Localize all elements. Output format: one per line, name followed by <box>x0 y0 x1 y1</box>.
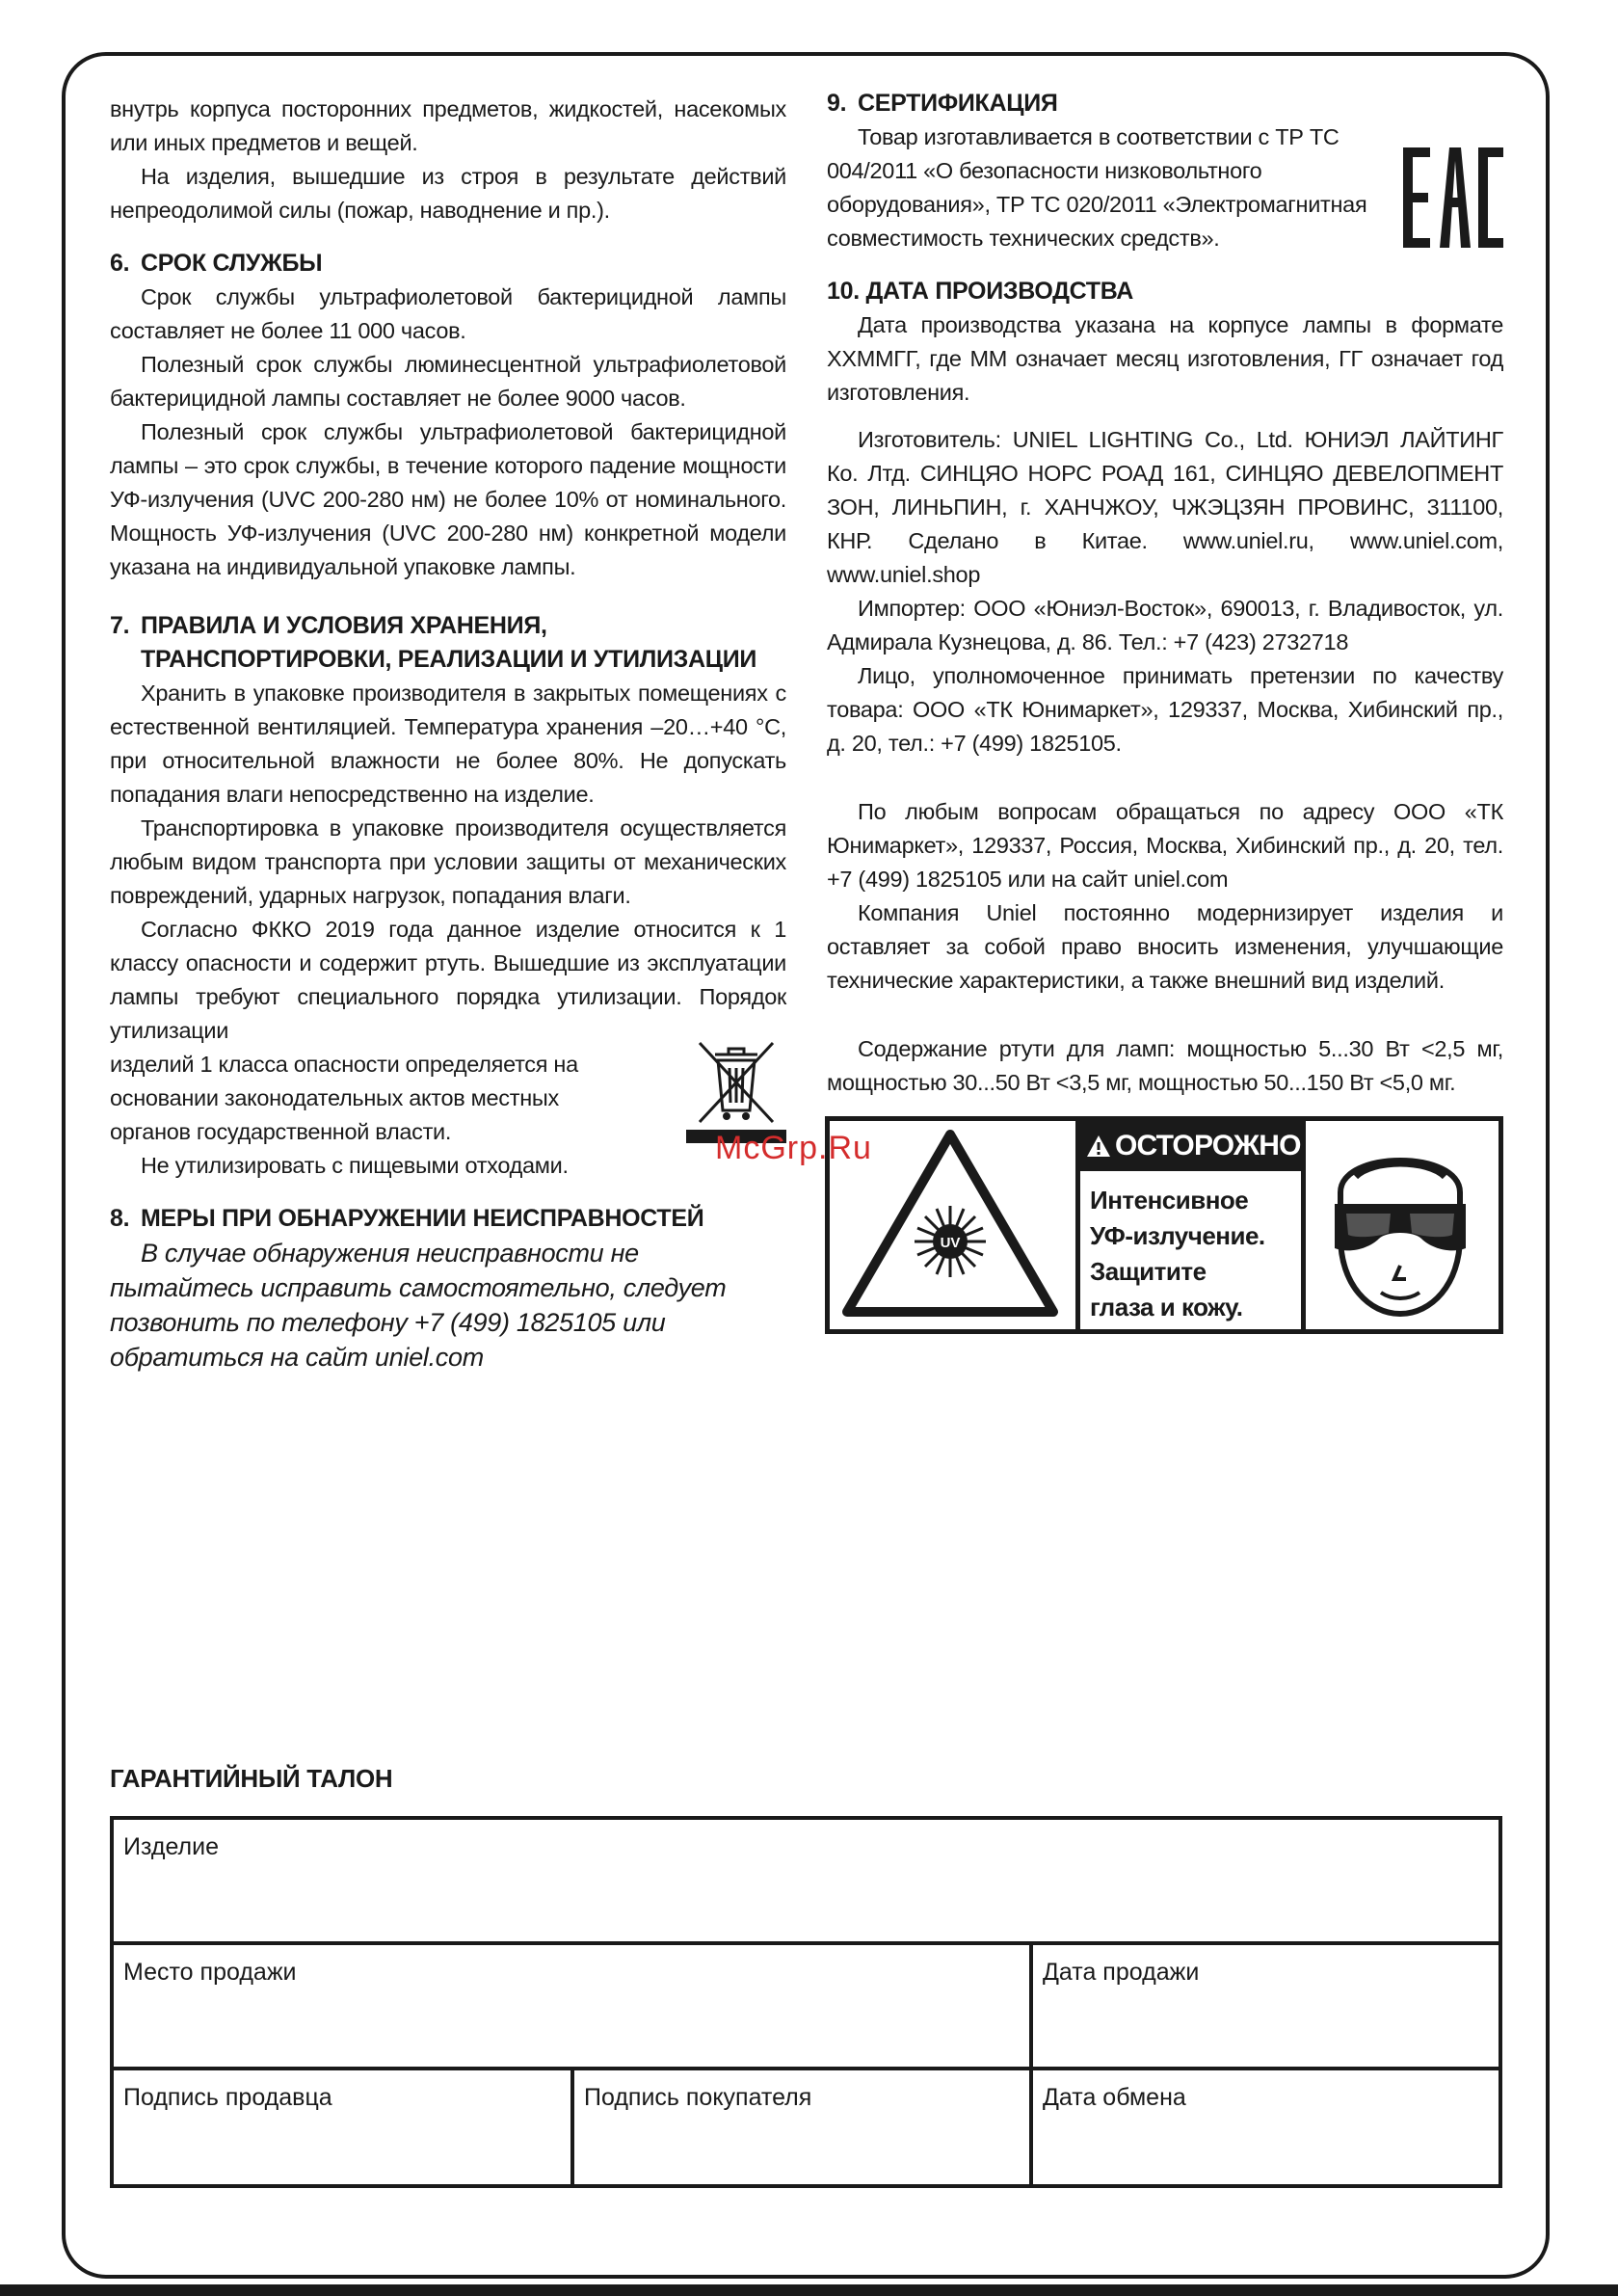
section-6-number: 6. <box>110 250 130 277</box>
warning-line-3: Защитите <box>1090 1257 1207 1286</box>
section-7-paragraph-4: изделий 1 класса опасности определяется на основании законодательных актов местных органов государственной власти. <box>110 1052 578 1144</box>
sale-date-label: Дата продажи <box>1043 1959 1200 1986</box>
warning-body <box>1080 1171 1301 1325</box>
warning-line-4: глаза и кожу. <box>1090 1293 1243 1322</box>
section-7-heading <box>110 609 786 677</box>
seller-signature-field[interactable] <box>114 2070 574 2188</box>
section-10-paragraph-1: Дата производства указана на корпусе лампы в формате ХХММГГ, где ММ означает месяц изготовления, ГГ означает год изготовления. <box>827 312 1503 405</box>
warning-title: ОСТОРОЖНО <box>1115 1130 1301 1161</box>
section-6-heading <box>110 247 786 280</box>
modernization-note: Компания Uniel постоянно модернизирует изделия и оставляет за собой право вносить изменения, улучшающие технические характеристики, а также внешний вид изделий. <box>827 900 1503 993</box>
intro-paragraph-1: внутрь корпуса посторонних предметов, жидкостей, насекомых или иных предметов и вещей. <box>110 96 786 155</box>
section-10-heading <box>827 275 1503 308</box>
contact-info: По любым вопросам обращаться по адресу ООО «ТК Юнимаркет», 129337, Россия, Москва, Хибинский пр., д. 20, тел. +7 (499) 1825105 или на сайт uniel.com <box>827 799 1503 892</box>
warranty-row-product <box>114 1820 1499 1945</box>
exchange-date-field[interactable] <box>1033 2070 1502 2188</box>
warning-triangle-icon <box>1086 1135 1111 1158</box>
section-6-title: СРОК СЛУЖБЫ <box>141 250 323 277</box>
eac-mark-icon <box>1403 147 1503 248</box>
place-of-sale-field[interactable] <box>114 1945 1033 2067</box>
section-7-paragraph-3: Согласно ФККО 2019 года данное изделие относится к 1 классу опасности и содержит ртуть. Вышедшие из эксплуатации лампы требуют специального порядка утилизации. Порядок утилизации <box>110 917 786 1043</box>
mercury-content: Содержание ртути для ламп: мощностью 5...30 Вт <2,5 мг, мощностью 30...50 Вт <3,5 мг, мощностью 50...150 Вт <5,0 мг. <box>827 1036 1503 1095</box>
section-10-title: ДАТА ПРОИЗВОДСТВА <box>865 278 1134 305</box>
section-8-heading <box>110 1202 786 1236</box>
section-6-paragraph-3: Полезный срок службы ультрафиолетовой бактерицидной лампы – это срок службы, в течение которого падение мощности УФ-излучения (UVC 200-280 нм) не более 10% от номинального. Мощность УФ-излучения (UVC 200-280 нм) конкретной модели указана на индивидуальной упаковке лампы. <box>110 419 786 579</box>
crossed-bin-icon <box>686 1033 786 1143</box>
section-7-paragraph-5: Не утилизировать с пищевыми отходами. <box>141 1153 569 1178</box>
buyer-signature-label: Подпись покупателя <box>584 2084 812 2111</box>
warranty-table <box>110 1816 1502 2188</box>
right-column <box>827 87 1503 1100</box>
face-goggles-icon <box>1306 1121 1495 1329</box>
uv-label: UV <box>940 1235 961 1251</box>
section-7-paragraph-2: Транспортировка в упаковке производителя осуществляется любым видом транспорта при условии защиты от механических повреждений, ударных нагрузок, попадания влаги. <box>110 815 786 908</box>
warranty-row-signatures <box>114 2070 1499 2188</box>
section-6-paragraph-1: Срок службы ультрафиолетовой бактерицидной лампы составляет не более 11 000 часов. <box>110 284 786 343</box>
product-label: Изделие <box>123 1833 219 1860</box>
section-9-number: 9. <box>827 90 847 117</box>
uv-warning-label <box>825 1116 1503 1334</box>
watermark: McGrp.Ru <box>715 1130 872 1166</box>
section-8-text: В случае обнаружения неисправности не пытайтесь исправить самостоятельно, следует позвонить по телефону +7 (499) 1825105 или обратиться на сайт uniel.com <box>110 1239 727 1372</box>
section-6-paragraph-2: Полезный срок службы люминесцентной ультрафиолетовой бактерицидной лампы составляет не более 9000 часов. <box>110 352 786 411</box>
warranty-title: ГАРАНТИЙНЫЙ ТАЛОН <box>110 1764 393 1793</box>
product-field[interactable] <box>114 1820 1499 1941</box>
sale-date-field[interactable] <box>1033 1945 1502 2067</box>
section-10-number: 10. <box>827 278 860 305</box>
section-7-title-line-1: ПРАВИЛА И УСЛОВИЯ ХРАНЕНИЯ, <box>141 612 547 639</box>
warning-header <box>1080 1121 1301 1171</box>
warning-line-1: Интенсивное <box>1090 1186 1249 1215</box>
face-protection-panel <box>1306 1121 1499 1329</box>
section-8-number: 8. <box>110 1205 130 1232</box>
warranty-row-sale <box>114 1945 1499 2070</box>
section-7-number: 7. <box>110 612 130 639</box>
section-8-title: МЕРЫ ПРИ ОБНАРУЖЕНИИ НЕИСПРАВНОСТЕЙ <box>141 1205 704 1232</box>
section-9-title: СЕРТИФИКАЦИЯ <box>858 90 1058 117</box>
claims-info: Лицо, уполномоченное принимать претензии по качеству товара: ООО «ТК Юнимаркет», 129337, Москва, Хибинский пр., д. 20, тел.: +7 (499) 1825105. <box>827 663 1503 756</box>
seller-signature-label: Подпись продавца <box>123 2084 332 2111</box>
bottom-rule <box>0 2284 1618 2296</box>
warning-text-panel <box>1080 1121 1306 1329</box>
place-of-sale-label: Место продажи <box>123 1959 297 1986</box>
manufacturer-info: Изготовитель: UNIEL LIGHTING Co., Ltd. ЮНИЭЛ ЛАЙТИНГ Ко. Лтд. СИНЦЯО НОРС РОАД 161, СИНЦЯО ДЕВЕЛОПМЕНТ ЗОН, ЛИНЬПИН, г. ХАНЧЖОУ, ЧЖЭЦЗЯН ПРОВИНС, 311100, КНР. Сделано в Китае. www.uniel.ru, www.uniel.com, www.uniel.shop <box>827 427 1503 587</box>
section-7-paragraph-1: Хранить в упаковке производителя в закрытых помещениях с естественной вентиляцией. Температура хранения –20…+40 °C, при относительной влажности не более 80%. Не допускать попадания влаги непосредственно на изделие. <box>110 681 786 807</box>
left-column <box>110 93 786 1375</box>
warning-line-2: УФ-излучение. <box>1090 1221 1265 1250</box>
section-9-text: Товар изготавливается в соответствии с ТР ТС 004/2011 «О безопасности низковольтного оборудования», ТР ТС 020/2011 «Электромагнитная совместимость технических средств». <box>827 124 1367 251</box>
buyer-signature-field[interactable] <box>574 2070 1033 2188</box>
exchange-date-label: Дата обмена <box>1043 2084 1186 2111</box>
importer-info: Импортер: ООО «Юниэл-Восток», 690013, г. Владивосток, ул. Адмирала Кузнецова, д. 86. Тел.: +7 (423) 2732718 <box>827 596 1503 654</box>
section-9-heading <box>827 87 1503 120</box>
intro-paragraph-2: На изделия, вышедшие из строя в результате действий непреодолимой силы (пожар, наводнение и пр.). <box>110 164 786 223</box>
section-7-title-line-2: ТРАНСПОРТИРОВКИ, РЕАЛИЗАЦИИ И УТИЛИЗАЦИИ <box>141 646 757 673</box>
